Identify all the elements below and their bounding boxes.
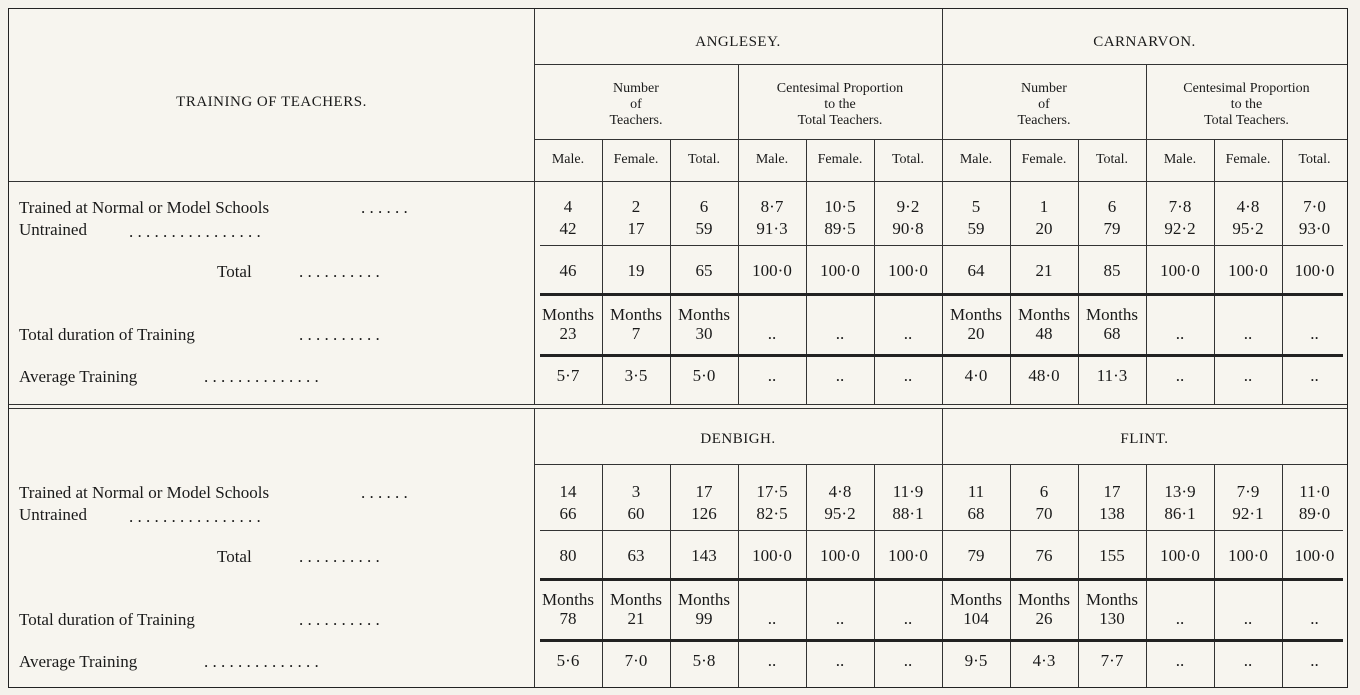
cell-months-label: Months (610, 305, 662, 324)
cell-average: 11·3 (1096, 366, 1128, 385)
cell-untrained: 90·8 (892, 219, 924, 238)
cell-untrained: 82·5 (756, 504, 788, 523)
row-label-trained: Trained at Normal or Model Schools (19, 483, 270, 502)
cell-total: 100·0 (888, 546, 928, 565)
cell-average: .. (903, 651, 913, 670)
cell-untrained: 88·1 (892, 504, 924, 523)
cell-average: .. (767, 651, 777, 670)
cell-average: .. (1243, 651, 1253, 670)
male-column-header: Male. (959, 152, 993, 167)
cell-trained: 6 (1107, 197, 1117, 216)
cell-average: 3·5 (624, 366, 648, 385)
leader-dots: . . . . . . . . . . . . . . . . (129, 507, 261, 526)
cell-average: .. (1310, 366, 1319, 385)
cell-duration: 26 (1035, 609, 1053, 628)
cell-total: 100·0 (752, 261, 792, 280)
cell-average: .. (767, 366, 777, 385)
county-header-rule (534, 464, 1347, 465)
cell-total: 100·0 (752, 546, 792, 565)
cell-duration: .. (1243, 609, 1253, 628)
cell-average: 7·0 (624, 651, 648, 670)
cell-trained: 14 (559, 482, 577, 501)
leader-dots: . . . . . . . . . . (299, 610, 380, 629)
cell-total: 21 (1035, 261, 1053, 280)
cell-untrained: 92·1 (1232, 504, 1264, 523)
cell-average: .. (1310, 651, 1319, 670)
cell-duration: 99 (695, 609, 713, 628)
cell-total: 79 (967, 546, 985, 565)
centesimal-proportion-header: Centesimal Proportion to the Total Teachers. (776, 81, 904, 128)
cell-total: 100·0 (1294, 546, 1335, 565)
cell-trained: 17·5 (756, 482, 788, 501)
cell-duration: .. (903, 609, 913, 628)
cell-average: .. (903, 366, 913, 385)
cell-trained: 8·7 (760, 197, 784, 216)
male-column-header: Male. (1163, 152, 1197, 167)
cell-total: 100·0 (820, 261, 860, 280)
cell-duration: 30 (695, 324, 713, 343)
cell-duration: .. (767, 609, 777, 628)
cell-duration: 78 (559, 609, 577, 628)
cell-untrained: 68 (967, 504, 985, 523)
leader-dots: . . . . . . . . . . . . . . . . (129, 222, 261, 241)
cell-untrained: 93·0 (1298, 219, 1331, 238)
cell-total: 46 (559, 261, 577, 280)
leader-dots: . . . . . . . . . . . . . . (204, 652, 319, 671)
cell-duration: 48 (1035, 324, 1053, 343)
cell-total: 76 (1035, 546, 1053, 565)
row-label-average: Average Training (19, 367, 138, 386)
cell-trained: 5 (971, 197, 981, 216)
county-title-flint: FLINT. (1120, 431, 1169, 447)
cell-untrained: 20 (1035, 219, 1053, 238)
cell-duration: 23 (559, 324, 577, 343)
header-bottom-rule (9, 181, 1347, 182)
cell-untrained: 91·3 (756, 219, 788, 238)
subtotal-rule (540, 245, 1343, 246)
female-column-header: Female. (817, 152, 863, 167)
total-column-header: Total. (687, 152, 721, 167)
cell-total: 85 (1103, 261, 1121, 280)
cell-untrained: 95·2 (1232, 219, 1264, 238)
cell-average: 7·7 (1100, 651, 1124, 670)
cell-trained: 6 (1039, 482, 1049, 501)
cell-untrained: 42 (559, 219, 577, 238)
cell-duration: .. (1310, 324, 1319, 343)
cell-months-label: Months (1018, 590, 1070, 609)
cell-total: 63 (627, 546, 645, 565)
cell-untrained: 95·2 (824, 504, 856, 523)
cell-trained: 4 (563, 197, 573, 216)
cell-months-label: Months (542, 590, 594, 609)
male-column-header: Male. (551, 152, 585, 167)
cell-average: 9·5 (964, 651, 988, 670)
cell-average: 5·8 (692, 651, 716, 670)
cell-months-label: Months (950, 590, 1002, 609)
duration-rule (540, 639, 1343, 642)
cell-trained: 7·8 (1168, 197, 1192, 216)
county-title-denbigh: DENBIGH. (700, 431, 776, 447)
cell-duration: .. (903, 324, 913, 343)
cell-untrained: 86·1 (1164, 504, 1196, 523)
cell-total: 100·0 (1160, 546, 1200, 565)
cell-untrained: 89·5 (824, 219, 856, 238)
cell-untrained: 59 (967, 219, 985, 238)
row-label-average: Average Training (19, 652, 138, 671)
cell-untrained: 70 (1035, 504, 1053, 523)
cell-total: 80 (559, 546, 577, 565)
cell-trained: 6 (699, 197, 709, 216)
total-column-header: Total. (891, 152, 925, 167)
row-label-total: Total (217, 547, 252, 566)
cell-untrained: 79 (1103, 219, 1121, 238)
cell-months-label: Months (1086, 590, 1138, 609)
cell-months-label: Months (610, 590, 662, 609)
cell-duration: .. (1175, 609, 1185, 628)
row-label-untrained: Untrained (19, 505, 87, 524)
cell-total: 100·0 (1228, 261, 1268, 280)
cell-duration: .. (767, 324, 777, 343)
cell-duration: .. (835, 324, 845, 343)
county-title-carnarvon: CARNARVON. (1093, 34, 1196, 50)
training-table (8, 8, 1348, 688)
cell-trained: 13·9 (1164, 482, 1196, 501)
duration-rule (540, 354, 1343, 357)
cell-trained: 7·0 (1303, 197, 1326, 216)
cell-trained: 11 (967, 482, 985, 501)
cell-months-label: Months (542, 305, 594, 324)
leader-dots: . . . . . . . . . . (299, 547, 380, 566)
cell-trained: 4·8 (828, 482, 852, 501)
table-title: TRAINING OF TEACHERS. (176, 94, 367, 110)
cell-duration: 21 (627, 609, 645, 628)
cell-duration: .. (835, 609, 845, 628)
cell-duration: .. (1175, 324, 1185, 343)
cell-duration: 104 (963, 609, 989, 628)
female-column-header: Female. (1225, 152, 1271, 167)
cell-trained: 10·5 (824, 197, 856, 216)
cell-duration: .. (1310, 609, 1319, 628)
cell-total: 155 (1099, 546, 1125, 565)
cell-months-label: Months (678, 590, 730, 609)
row-label-duration: Total duration of Training (19, 325, 195, 344)
cell-trained: 17 (1103, 482, 1121, 501)
cell-untrained: 60 (627, 504, 645, 523)
cell-untrained: 66 (559, 504, 577, 523)
cell-untrained: 126 (691, 504, 717, 523)
cell-duration: 20 (967, 324, 985, 343)
total-column-header: Total. (1095, 152, 1129, 167)
cell-trained: 2 (631, 197, 641, 216)
cell-trained: 1 (1039, 197, 1049, 216)
cell-average: .. (1175, 651, 1185, 670)
cell-untrained: 59 (695, 219, 713, 238)
subtotal-rule (540, 530, 1343, 531)
county-header-rule (534, 64, 1347, 65)
total-rule (540, 578, 1343, 581)
cell-duration: 130 (1099, 609, 1125, 628)
cell-trained: 3 (631, 482, 641, 501)
cell-total: 143 (691, 546, 717, 565)
cell-average: .. (835, 651, 845, 670)
number-of-teachers-header: Number of Teachers. (609, 81, 663, 128)
cell-trained: 7·9 (1236, 482, 1260, 501)
section-divider (9, 404, 1347, 405)
cell-total: 100·0 (1228, 546, 1268, 565)
cell-average: .. (835, 366, 845, 385)
centesimal-proportion-header: Centesimal Proportion to the Total Teachers. (1183, 81, 1310, 128)
cell-untrained: 138 (1099, 504, 1125, 523)
female-column-header: Female. (1021, 152, 1067, 167)
cell-trained: 11·9 (892, 482, 924, 501)
male-column-header: Male. (755, 152, 789, 167)
cell-months-label: Months (678, 305, 730, 324)
leader-dots: . . . . . . . . . . (299, 325, 380, 344)
cell-months-label: Months (1018, 305, 1070, 324)
cell-average: 5·6 (556, 651, 580, 670)
cell-total: 100·0 (1160, 261, 1200, 280)
row-label-untrained: Untrained (19, 220, 87, 239)
cell-trained: 4·8 (1236, 197, 1260, 216)
cell-total: 19 (627, 261, 645, 280)
leader-dots: . . . . . . . . . . . . . . (204, 367, 319, 386)
row-label-total: Total (217, 262, 252, 281)
cell-trained: 17 (695, 482, 713, 501)
total-rule (540, 293, 1343, 296)
section-divider (9, 408, 1347, 409)
cell-untrained: 92·2 (1164, 219, 1196, 238)
cell-months-label: Months (1086, 305, 1138, 324)
group-header-rule (534, 139, 1347, 140)
cell-trained: 11·0 (1299, 482, 1330, 501)
row-label-duration: Total duration of Training (19, 610, 195, 629)
cell-duration: .. (1243, 324, 1253, 343)
total-column-header: Total. (1298, 152, 1331, 167)
cell-average: 4·3 (1032, 651, 1056, 670)
cell-untrained: 89·0 (1298, 504, 1331, 523)
cell-average: 5·7 (556, 366, 580, 385)
cell-average: 5·0 (692, 366, 716, 385)
cell-total: 64 (967, 261, 985, 280)
county-title-anglesey: ANGLESEY. (695, 34, 781, 50)
leader-dots: . . . . . . (361, 198, 408, 217)
cell-average: 48·0 (1028, 366, 1060, 385)
cell-total: 100·0 (888, 261, 928, 280)
number-of-teachers-header: Number of Teachers. (1017, 81, 1071, 128)
female-column-header: Female. (613, 152, 659, 167)
cell-total: 100·0 (820, 546, 860, 565)
cell-trained: 9·2 (896, 197, 920, 216)
leader-dots: . . . . . . (361, 483, 408, 502)
cell-months-label: Months (950, 305, 1002, 324)
cell-average: .. (1243, 366, 1253, 385)
leader-dots: . . . . . . . . . . (299, 262, 380, 281)
cell-average: .. (1175, 366, 1185, 385)
cell-duration: 7 (631, 324, 641, 343)
cell-average: 4·0 (964, 366, 988, 385)
cell-total: 100·0 (1294, 261, 1335, 280)
cell-duration: 68 (1103, 324, 1121, 343)
cell-total: 65 (695, 261, 713, 280)
cell-untrained: 17 (627, 219, 645, 238)
row-label-trained: Trained at Normal or Model Schools (19, 198, 270, 217)
